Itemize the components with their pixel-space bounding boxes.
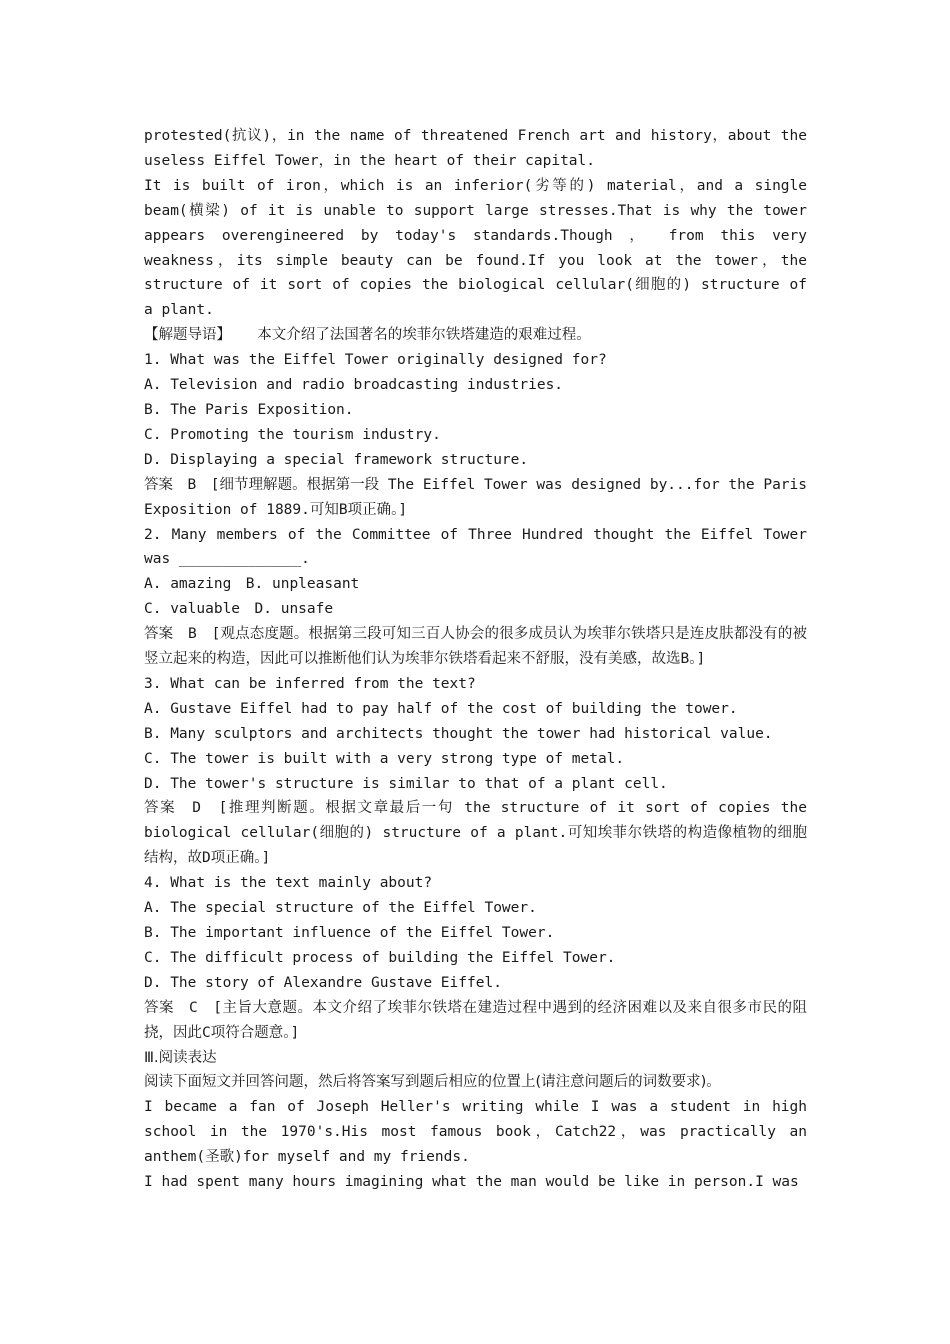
- question-option: C. valuable D. unsafe: [144, 601, 334, 618]
- answer-explanation: 答案 C [主旨大意题。本文介绍了埃菲尔铁塔在建造过程中遇到的经济困难以及来自很多市民的阻挠，因此C项符合题意。]: [144, 999, 807, 1041]
- passage-paragraph: protested(抗议)，in the name of threatened French art and history，about the useless Eiffel Tower，in the heart of their capital.: [144, 128, 807, 169]
- document-body: [144, 124, 807, 1195]
- question-option: B. The Paris Exposition.: [144, 401, 354, 418]
- question-option: B. Many sculptors and architects thought the tower had historical value.: [144, 725, 773, 742]
- question-option: C. Promoting the tourism industry.: [144, 426, 441, 443]
- question-stem: 1. What was the Eiffel Tower originally designed for?: [144, 352, 607, 369]
- question-option: C. The difficult process of building the Eiffel Tower.: [144, 949, 616, 966]
- passage-paragraph: I had spent many hours imagining what the man would be like in person.I was: [144, 1174, 799, 1191]
- question-option: A. Gustave Eiffel had to pay half of the cost of building the tower.: [144, 700, 738, 717]
- answer-explanation: 答案 D [推理判断题。根据文章最后一句 the structure of it sort of copies the biological cellular(细胞的) structure of a plant.可知埃菲尔铁塔的构造像植物的细胞结构，故D项正确。]: [144, 800, 807, 867]
- guide-label: 【解题导语】: [144, 327, 231, 344]
- question-option: D. The tower's structure is similar to that of a plant cell.: [144, 775, 668, 792]
- passage-paragraph: It is built of iron，which is an inferior(劣等的) material，and a single beam(横梁) of it is unable to support large stresses.That is why the tower appears overengineered by today's standards.Though ， from this very weakness，its simple beauty can be found.If you look at the tower，the structure of it sort of copies the biological cellular(细胞的) structure of a plant.: [144, 177, 807, 319]
- guide-line: [144, 323, 807, 348]
- section-heading: Ⅲ.阅读表达: [144, 1049, 217, 1066]
- question-option: A. Television and radio broadcasting industries.: [144, 377, 564, 394]
- question-option: A. amazing B. unpleasant: [144, 576, 360, 593]
- guide-text: 本文介绍了法国著名的埃菲尔铁塔建造的艰难过程。: [257, 327, 591, 344]
- question-option: D. Displaying a special framework structure.: [144, 451, 529, 468]
- question-option: C. The tower is built with a very strong type of metal.: [144, 750, 625, 767]
- passage-paragraph: I became a fan of Joseph Heller's writing while I was a student in high school in the 1970's.His most famous book，Catch22，was practically an anthem(圣歌)for myself and my friends.: [144, 1099, 807, 1166]
- answer-explanation: 答案 B [观点态度题。根据第三段可知三百人协会的很多成员认为埃菲尔铁塔只是连皮肤都没有的被竖立起来的构造，因此可以推断他们认为埃菲尔铁塔看起来不舒服，没有美感，故选B。]: [144, 626, 807, 668]
- question-option: D. The story of Alexandre Gustave Eiffel.: [144, 974, 502, 991]
- answer-explanation: 答案 B [细节理解题。根据第一段 The Eiffel Tower was designed by...for the Paris Exposition of 1889.可知B项正确。]: [144, 476, 807, 518]
- question-stem: 4. What is the text mainly about?: [144, 875, 433, 892]
- question-option: B. The important influence of the Eiffel Tower.: [144, 925, 555, 941]
- question-stem: 2. Many members of the Committee of Three Hundred thought the Eiffel Tower was ______________.: [144, 526, 807, 568]
- section-instruction: 阅读下面短文并回答问题，然后将答案写到题后相应的位置上(请注意问题后的词数要求)。: [144, 1074, 721, 1091]
- question-option: A. The special structure of the Eiffel Tower.: [144, 900, 537, 917]
- question-stem: 3. What can be inferred from the text?: [144, 675, 476, 692]
